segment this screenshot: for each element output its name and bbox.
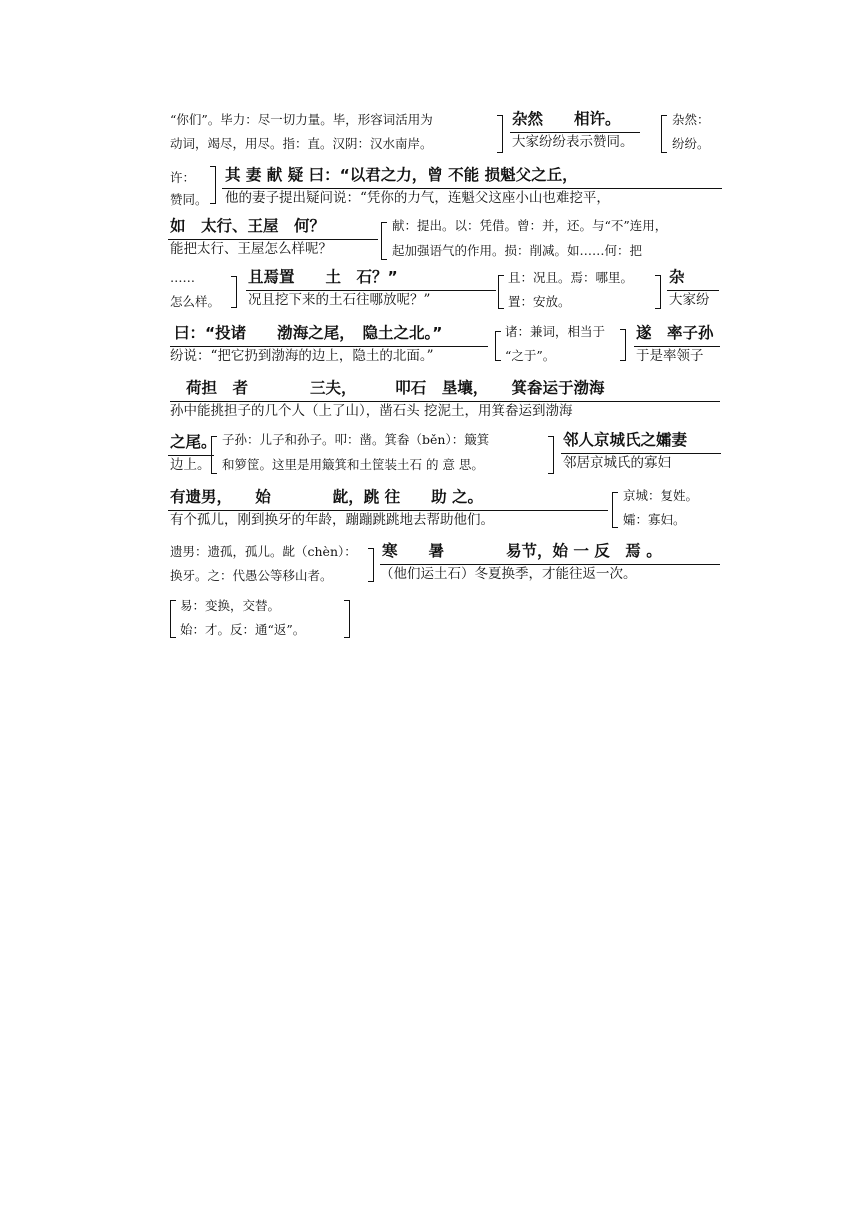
original-text: 杂然 相许。	[512, 110, 621, 128]
original-text: 且焉置 土 石？”	[248, 268, 398, 286]
translation-text: 大家纷纷表示赞同。	[512, 134, 634, 150]
underline	[168, 510, 608, 511]
bracket-left	[661, 115, 667, 153]
translation-text: 大家纷	[669, 292, 710, 308]
annotation-line: 许：	[170, 170, 196, 185]
original-text: 遂 率子孙	[636, 324, 714, 342]
annotation-line: 动词，竭尽，用尽。指：直。汉阴：汉水南岸。	[170, 136, 433, 151]
annotation-line: “你们”。毕力：尽一切力量。毕，形容词活用为	[170, 112, 433, 127]
annotation-line: 诸：兼词，相当于	[505, 324, 606, 339]
bracket-left	[495, 331, 501, 361]
underline	[510, 132, 640, 133]
translation-text: 孙中能挑担子的几个人（上了山），凿石头 挖泥土，用箕畚运到渤海	[170, 403, 573, 419]
underline	[667, 290, 719, 291]
underline	[168, 239, 378, 240]
translation-text: 邻居京城氏的寡妇	[563, 455, 671, 471]
underline	[222, 188, 722, 189]
bracket-right	[368, 548, 374, 582]
annotation-line: 起加强语气的作用。损：削减。如……何：把	[392, 243, 643, 258]
annotation-line: ……	[170, 270, 195, 285]
translation-text: （他们运土石）冬夏换季，才能往返一次。	[380, 566, 637, 582]
annotation-line: 易：变换，交替。	[180, 598, 281, 613]
original-text: 邻人京城氏之孀妻	[563, 431, 688, 449]
annotation-line: 换牙。之：代愚公等移山者。	[170, 568, 333, 583]
bracket-right	[497, 115, 503, 153]
annotation-line: 遗男：遗孤，孤儿。龀（chèn）：	[170, 544, 357, 559]
underline	[170, 401, 720, 402]
bracket-left	[381, 222, 387, 260]
original-text: 其 妻 献 疑 曰：“以君之力，曾 不能 损魁父之丘，	[225, 166, 578, 184]
annotation-line: 怎么样。	[170, 294, 221, 309]
translation-text: 况且挖下来的土石往哪放呢？”	[248, 292, 431, 308]
translation-text: 有个孤儿，刚到换牙的年龄，蹦蹦跳跳地去帮助他们。	[170, 512, 494, 528]
annotation-line: 且：况且。焉：哪里。	[508, 270, 634, 285]
translation-text: 边上。	[170, 457, 211, 473]
annotation-line: 纷纷。	[672, 136, 710, 151]
original-text: 寒 暑 易节，始 一 反 焉 。	[382, 542, 662, 560]
annotation-line: 献：提出。以：凭借。曾：并，还。与“不”连用，	[392, 218, 668, 233]
annotation-line: 孀：寡妇。	[623, 512, 686, 527]
bracket-right	[620, 329, 626, 361]
underline	[168, 455, 214, 456]
bracket-left	[498, 275, 504, 309]
bracket-right	[344, 600, 350, 638]
original-text: 荷担 者 三夫， 叩石 垦壤， 箕畚运于渤海	[186, 379, 605, 397]
original-text: 杂	[669, 268, 685, 286]
original-text: 曰：“投诸 渤海之尾， 隐土之北。”	[174, 324, 443, 342]
original-text: 有遗男， 始 龀，跳 往 助 之。	[170, 488, 484, 506]
underline	[170, 346, 488, 347]
annotation-line: 置：安放。	[508, 294, 571, 309]
annotation-line: 和箩筐。这里是用簸箕和土筐装土石 的 意 思。	[222, 457, 484, 472]
bracket-right	[231, 276, 237, 308]
annotation-line: 京城：复姓。	[623, 488, 699, 503]
translation-text: 于是率领子	[636, 348, 704, 364]
bracket-left	[211, 436, 217, 474]
bracket-left	[170, 600, 176, 638]
annotation-line: “之于”。	[505, 348, 556, 363]
underline	[246, 290, 496, 291]
annotation-line: 赞同。	[170, 192, 208, 207]
translation-text: 能把太行、王屋怎么样呢？	[170, 241, 332, 257]
bracket-right	[210, 166, 216, 204]
underline	[634, 346, 720, 347]
translation-text: 纷说：“把它扔到渤海的边上，隐土的北面。”	[170, 348, 434, 364]
annotation-line: 杂然：	[672, 112, 710, 127]
underline	[380, 564, 720, 565]
translation-text: 他的妻子提出疑问说：“凭你的力气，连魁父这座小山也难挖平，	[225, 190, 610, 206]
original-text: 之尾。	[170, 433, 217, 451]
annotation-line: 子孙：儿子和孙子。叩：凿。箕畚（běn）：簸箕	[222, 432, 490, 447]
bracket-right	[548, 436, 554, 474]
original-text: 如 太行、王屋 何？	[170, 217, 326, 235]
bracket-right	[655, 275, 661, 309]
annotation-line: 始：才。反：通“返”。	[180, 622, 306, 637]
underline	[561, 453, 721, 454]
bracket-left	[612, 492, 618, 528]
